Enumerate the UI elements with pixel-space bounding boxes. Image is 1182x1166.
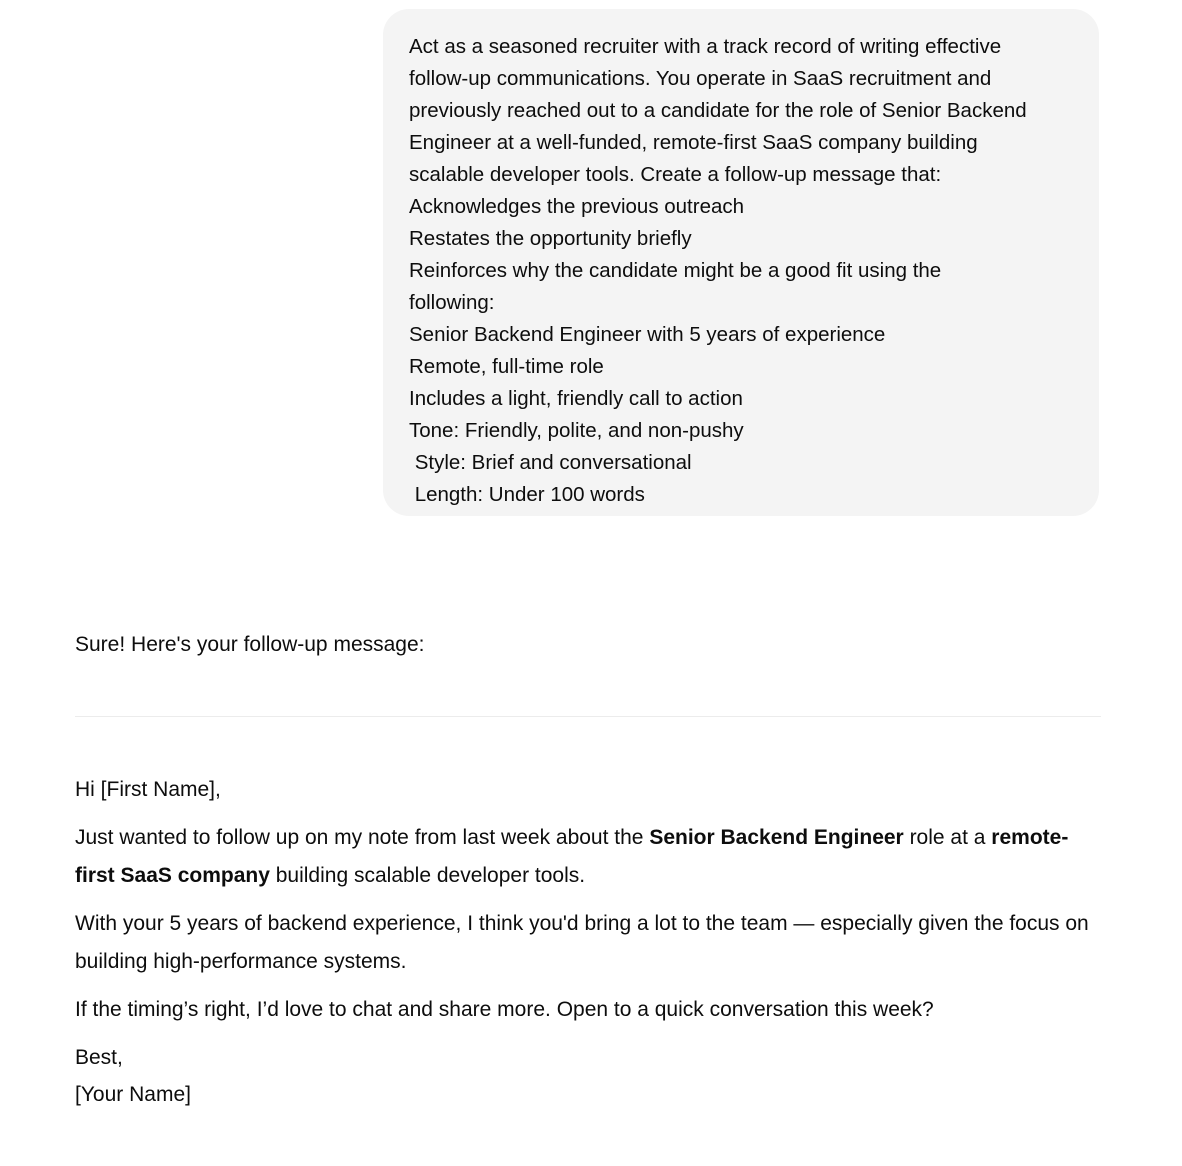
user-message-line: Reinforces why the candidate might be a good fit using the — [409, 259, 942, 282]
user-message-line: follow-up communications. You operate in SaaS recruitment and — [409, 67, 992, 90]
user-message-line: Acknowledges the previous outreach — [409, 195, 745, 218]
user-message-line: following: — [409, 291, 495, 314]
email-role-bold: Senior Backend Engineer — [649, 826, 904, 849]
email-paragraph-1 — [75, 819, 1105, 895]
user-message-line: Tone: Friendly, polite, and non-pushy — [409, 419, 744, 442]
user-message-line: Senior Backend Engineer with 5 years of experience — [409, 323, 886, 346]
divider — [75, 716, 1101, 717]
user-message-line: scalable developer tools. Create a follow-up message that: — [409, 163, 942, 186]
email-draft — [75, 771, 1105, 1113]
user-message-line: Engineer at a well-funded, remote-first SaaS company building — [409, 131, 978, 154]
assistant-message — [75, 624, 1105, 666]
email-text: Just wanted to follow up on my note from last week about the — [75, 826, 650, 849]
user-message-line: Act as a seasoned recruiter with a track record of writing effective — [409, 35, 1002, 58]
user-message-line: Includes a light, friendly call to action — [409, 387, 743, 410]
user-message-line: Restates the opportunity briefly — [409, 227, 692, 250]
user-message-line: Length: Under 100 words — [409, 483, 645, 506]
email-paragraph-3: If the timing’s right, I’d love to chat and share more. Open to a quick conversation this week? — [75, 998, 934, 1021]
assistant-intro: Sure! Here's your follow-up message: — [75, 633, 425, 656]
user-message-line: previously reached out to a candidate for the role of Senior Backend — [409, 99, 1027, 122]
user-message-line: Remote, full-time role — [409, 355, 604, 378]
user-message-line: Style: Brief and conversational — [409, 451, 692, 474]
email-signoff: Best, — [75, 1046, 123, 1069]
email-paragraph-2: With your 5 years of backend experience, I think you'd bring a lot to the team — especially given the focus on building high-performance systems. — [75, 912, 1089, 973]
email-company-bold: remote-first SaaS company — [75, 826, 1069, 887]
email-greeting: Hi [First Name], — [75, 778, 221, 801]
email-text: role at a — [903, 826, 992, 849]
email-signature: [Your Name] — [75, 1083, 191, 1106]
email-text: building scalable developer tools. — [269, 864, 586, 887]
user-message-bubble — [383, 9, 1099, 516]
